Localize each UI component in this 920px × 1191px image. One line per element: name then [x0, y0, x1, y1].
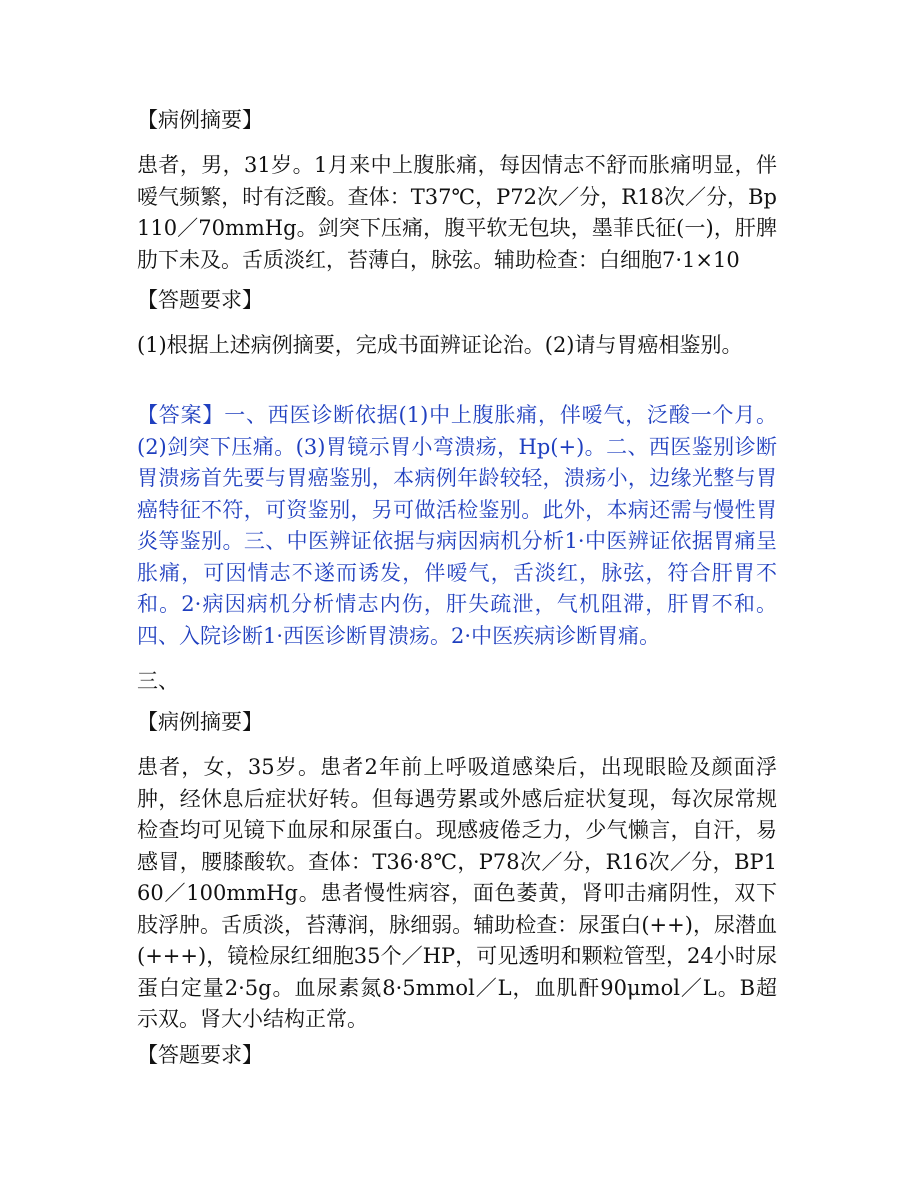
- case2-summary-heading: 【病例摘要】: [137, 710, 263, 734]
- case2-summary-text: 患者，女，35岁。患者2年前上呼吸道感染后，出现眼睑及颜面浮肿，经休息后症状好转。但每遇劳累或外感后症状复现，每次尿常规检查均可见镜下血尿和尿蛋白。现感疲倦乏力，少气懒言，自汗，易感冒，腰膝酸软。查体：T36·8℃，P78次／分，R16次／分，BP160／100mmHg。患者慢性病容，面色萎黄，肾叩击痛阴性，双下肢浮肿。舌质淡，苔薄润，脉细弱。辅助检查：尿蛋白(++)，尿潜血(+++)，镜检尿红细胞35个／HP，可见透明和颗粒管型，24小时尿蛋白定量2·5g。血尿素氮8·5mmol／L，血肌酐90μmol／L。B超示双。肾大小结构正常。: [137, 755, 777, 1031]
- case2-requirement-heading: 【答题要求】: [137, 1043, 263, 1067]
- case1-summary-heading: 【病例摘要】: [137, 108, 263, 132]
- case1-requirement-text: (1)根据上述病例摘要，完成书面辨证论治。(2)请与胃癌相鉴别。: [137, 333, 743, 357]
- section-marker: 三、: [137, 669, 179, 693]
- answer-label: 【答案】: [137, 403, 225, 427]
- answer-text: 一、西医诊断依据(1)中上腹胀痛，伴嗳气，泛酸一个月。(2)剑突下压痛。(3)胃镜示胃小弯溃疡，Hp(+)。二、西医鉴别诊断胃溃疡首先要与胃癌鉴别，本病例年龄较轻，溃疡小，边缘光整与胃癌特征不符，可资鉴别，另可做活检鉴别。此外，本病还需与慢性胃炎等鉴别。三、中医辨证依据与病因病机分析1·中医辨证依据胃痛呈胀痛，可因情志不遂而诱发，伴嗳气，舌淡红，脉弦，符合肝胃不和。2·病因病机分析情志内伤，肝失疏泄，气机阻滞，肝胃不和。四、入院诊断1·西医诊断胃溃疡。2·中医疾病诊断胃痛。: [137, 403, 778, 648]
- case1-summary-text: 患者，男，31岁。1月来中上腹胀痛，每因情志不舒而胀痛明显，伴嗳气频繁，时有泛酸。查体：T37℃，P72次／分，R18次／分，Bp110／70mmHg。剑突下压痛，腹平软无包块，墨菲氏征(一)，肝脾肋下未及。舌质淡红，苔薄白，脉弦。辅助检查：白细胞7·1×10: [137, 153, 777, 272]
- case1-answer: [137, 400, 777, 652]
- case1-requirement-heading: 【答题要求】: [137, 288, 263, 312]
